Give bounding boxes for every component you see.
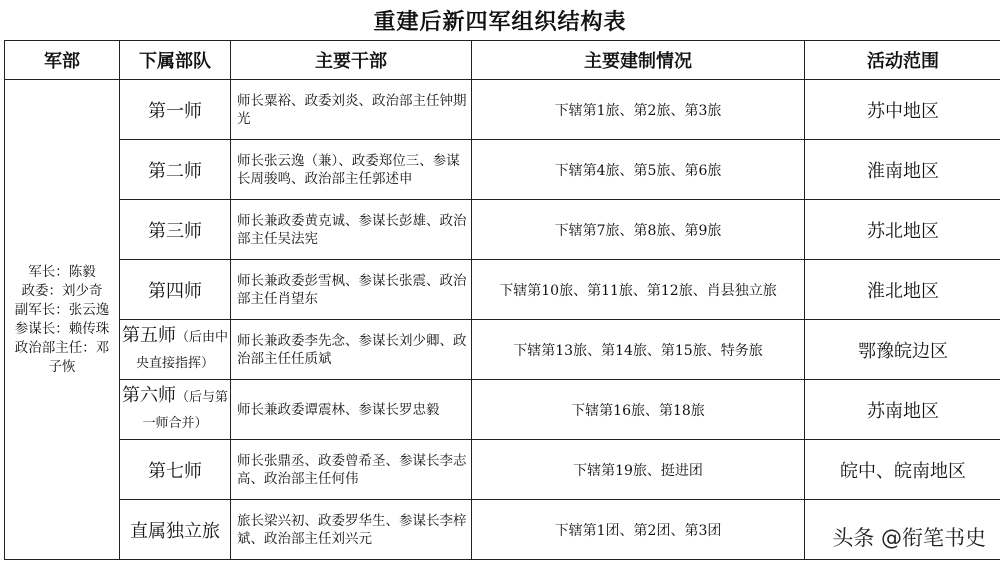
table-row: [5, 260, 1000, 320]
unit-cell: 第六师（后与第一师合并）: [120, 380, 231, 440]
cadres-cell: 师长兼政委黄克诚、参谋长彭雄、政治部主任吴法宪: [231, 200, 472, 260]
army-hq-cell: [5, 80, 120, 560]
area-cell: 鄂豫皖边区: [805, 320, 1000, 380]
table-title: 重建后新四军组织结构表: [373, 8, 627, 35]
unit-cell: 第七师: [120, 440, 231, 500]
org-cell: 下辖第10旅、第11旅、第12旅、肖县独立旅: [472, 260, 805, 320]
unit-cell: 第四师: [120, 260, 231, 320]
header-area: 活动范围: [805, 41, 1000, 80]
area-cell: 淮北地区: [805, 260, 1000, 320]
watermark: 头条 @衔笔书史: [832, 526, 986, 550]
table-row: [5, 440, 1000, 500]
army-commissar: 政委：刘少奇: [21, 282, 103, 299]
army-deputy-commander: 副军长：张云逸: [14, 301, 110, 318]
header-army: 军部: [5, 41, 120, 80]
org-cell: 下辖第13旅、第14旅、第15旅、特务旅: [472, 320, 805, 380]
cadres-cell: 旅长梁兴初、政委罗华生、参谋长李梓斌、政治部主任刘兴元: [231, 500, 472, 560]
area-cell: 淮南地区: [805, 140, 1000, 200]
unit-cell: 第五师（后由中央直接指挥）: [120, 320, 231, 380]
army-political-director-cont: 子恢: [48, 358, 76, 375]
header-row: [5, 41, 1000, 80]
area-cell: 苏中地区: [805, 80, 1000, 140]
header-org: 主要建制情况: [472, 41, 805, 80]
cadres-cell: 师长张云逸（兼）、政委郑位三、参谋长周骏鸣、政治部主任郭述申: [231, 140, 472, 200]
area-cell: 皖中、皖南地区: [805, 440, 1000, 500]
org-structure-table: [4, 40, 1000, 560]
unit-cell: 直属独立旅: [120, 500, 231, 560]
area-cell: 苏北地区: [805, 200, 1000, 260]
table-row: [5, 80, 1000, 140]
cadres-cell: 师长兼政委李先念、参谋长刘少卿、政治部主任任质斌: [231, 320, 472, 380]
cadres-cell: 师长粟裕、政委刘炎、政治部主任钟期光: [231, 80, 472, 140]
army-commander: 军长：陈毅: [28, 263, 96, 280]
unit-cell: 第一师: [120, 80, 231, 140]
cadres-cell: 师长张鼎丞、政委曾希圣、参谋长李志高、政治部主任何伟: [231, 440, 472, 500]
org-cell: 下辖第1旅、第2旅、第3旅: [472, 80, 805, 140]
area-cell: 苏南地区: [805, 380, 1000, 440]
cadres-cell: 师长兼政委谭震林、参谋长罗忠毅: [231, 380, 472, 440]
cadres-cell: 师长兼政委彭雪枫、参谋长张震、政治部主任肖望东: [231, 260, 472, 320]
org-cell: 下辖第19旅、挺进团: [472, 440, 805, 500]
org-cell: 下辖第1团、第2团、第3团: [472, 500, 805, 560]
org-cell: 下辖第16旅、第18旅: [472, 380, 805, 440]
army-chief-of-staff: 参谋长：赖传珠: [14, 320, 110, 337]
org-cell: 下辖第7旅、第8旅、第9旅: [472, 200, 805, 260]
unit-cell: 第二师: [120, 140, 231, 200]
table-row: [5, 200, 1000, 260]
table-row: [5, 320, 1000, 380]
header-unit: 下属部队: [120, 41, 231, 80]
org-cell: 下辖第4旅、第5旅、第6旅: [472, 140, 805, 200]
header-cadres: 主要干部: [231, 41, 472, 80]
unit-cell: 第三师: [120, 200, 231, 260]
table-row: [5, 380, 1000, 440]
army-political-director: 政治部主任：邓: [14, 339, 110, 356]
table-row: [5, 140, 1000, 200]
